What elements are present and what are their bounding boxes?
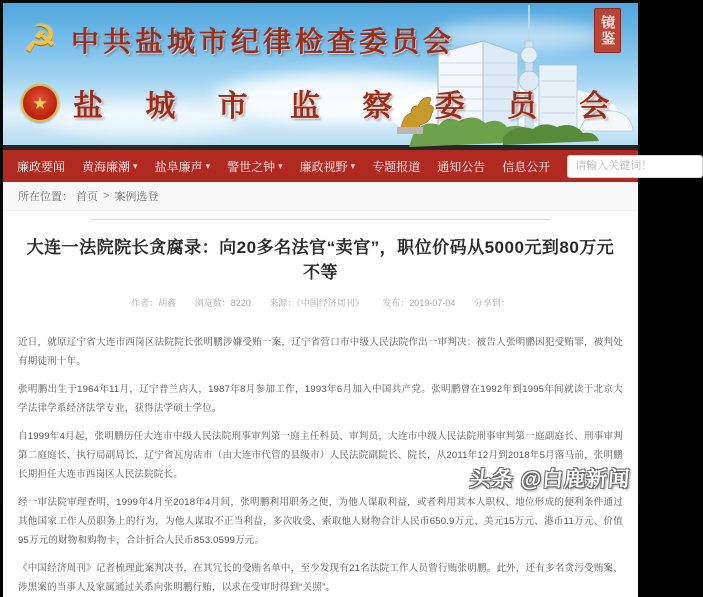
share-to-label: 分享到： — [473, 298, 510, 308]
search-input[interactable] — [567, 155, 703, 178]
meta-source-value: 《中国经济周刊》 — [296, 298, 364, 308]
main-navbar — [3, 150, 638, 182]
meta-author-value: 胡鑫 — [158, 298, 177, 308]
toutiao-bailu-watermark: 头条 @白鹿新闻 — [468, 468, 631, 491]
paragraph: 经一审法院审理查明，1999年4月至2018年4月间，张明鹏利用职务之便，为他人谋取利益，或者利用其本人职权、地位形成的便利条件通过其他国家工作人员职务上的行为，为他人谋取不正当利益，多次收受、索取他人财物合计人民币650.9万元、美元15万元、港币11万元、价值95万元的财物和购物卡，合计折合人民币853.0599万元。 — [18, 497, 623, 546]
article-title: 大连一法院院长贪腐录：向20多名法官“卖官”，职位价码从5000元到80万元不等 — [26, 238, 615, 282]
nav-item-zhuanti-baodao[interactable]: 专题报道 — [372, 159, 421, 174]
org-name-line2: 盐 城 市 监 察 委 员 会 — [73, 90, 627, 123]
meta-views — [195, 298, 251, 308]
title-divider — [91, 219, 551, 220]
meta-publish-date — [382, 298, 455, 308]
nav-item-jingshi-zhizhong[interactable] — [227, 158, 283, 175]
national-emblem-icon: ★ — [21, 84, 59, 122]
nav-item-huanghai-lianchao[interactable] — [82, 158, 138, 175]
article-meta — [18, 296, 623, 309]
nav-item-xinxi-gongkai[interactable]: 信息公开 — [502, 159, 551, 174]
org-title-row-2 — [17, 81, 626, 125]
meta-views-value: 8220 — [230, 298, 251, 308]
article-container — [3, 219, 638, 597]
paragraph: 自1999年4月起，张明鹏历任大连市中级人民法院刑事审判第一庭主任科员、审判员，大连市中级人民法院刑事审判第一庭副庭长、刑事审判第二庭庭长、执行局副局长，辽宁省瓦房店市（由大连市代管的县级市）人民法院副院长、院长，从2011年12月到2018年5月落马前，张明鹏长期担任大连市西岗区人民法院院长。 — [18, 431, 623, 480]
chevron-down-icon: ▾ — [205, 160, 211, 171]
nav-item-label: 廉政视野 — [299, 159, 348, 174]
nav-item-label: 盐阜廉声 — [154, 159, 203, 174]
party-emblem-icon: ☭ — [22, 19, 58, 61]
meta-source — [269, 298, 364, 308]
nav-item-lianzheng-shiye[interactable] — [300, 158, 356, 175]
share-to-control[interactable] — [474, 298, 510, 308]
breadcrumb-current[interactable]: 案例选登 — [114, 191, 159, 203]
breadcrumb — [3, 182, 638, 211]
nav-item-lianzheng-yaowen[interactable]: 廉政要闻 — [17, 159, 66, 174]
nav-item-label: 警世之钟 — [227, 159, 276, 174]
breadcrumb-separator: > — [103, 190, 110, 202]
breadcrumb-home-link[interactable]: 首页 — [76, 191, 98, 203]
paragraph: 张明鹏出生于1964年11月，辽宁普兰店人，1987年8月参加工作，1993年6月加入中国共产党。张明鹏曾在1992年到1995年间就读于北京大学法律学系经济法学专业，获得法学硕士学位。 — [18, 384, 623, 414]
nav-item-tongzhi-gonggao[interactable]: 通知公告 — [437, 159, 486, 174]
org-name-line1: 中共盐城市纪律检查委员会 — [71, 26, 456, 57]
meta-author — [131, 298, 176, 308]
meta-author-label: 作者： — [131, 298, 159, 308]
nav-item-label: 黄海廉潮 — [82, 159, 131, 174]
org-title-row-1 — [17, 19, 455, 61]
paragraph: 《中国经济周刊》记者梳理此案判决书，在其冗长的受贿名单中，至少发现有21名法院工作人员曾行贿张明鹏。此外，还有多名贪污受贿案、涉黑案的当事人及家属通过关系向张明鹏行贿，以求在受审时得到“关照”。 — [18, 563, 623, 593]
meta-publish-value: 2019-07-04 — [409, 298, 456, 308]
nav-item-yanfu-liansheng[interactable] — [155, 158, 211, 175]
chevron-down-icon: ▾ — [133, 160, 138, 171]
meta-source-label: 来源： — [269, 298, 297, 308]
breadcrumb-prefix: 所在位置： — [18, 191, 73, 203]
chevron-down-icon: ▾ — [278, 160, 283, 171]
site-header — [3, 3, 638, 145]
page — [3, 3, 638, 593]
meta-views-label: 浏览数： — [194, 298, 231, 308]
paragraph: 近日，就原辽宁省大连市西岗区法院院长张明鹏涉嫌受贿一案，辽宁省营口市中级人民法院作出一审判决：被告人张明鹏因犯受贿罪，被判处有期徒刑十年。 — [18, 337, 623, 367]
seal-stamp: 镜鉴 — [594, 8, 621, 53]
meta-publish-label: 发布： — [382, 298, 410, 308]
chevron-down-icon: ▾ — [350, 160, 356, 171]
